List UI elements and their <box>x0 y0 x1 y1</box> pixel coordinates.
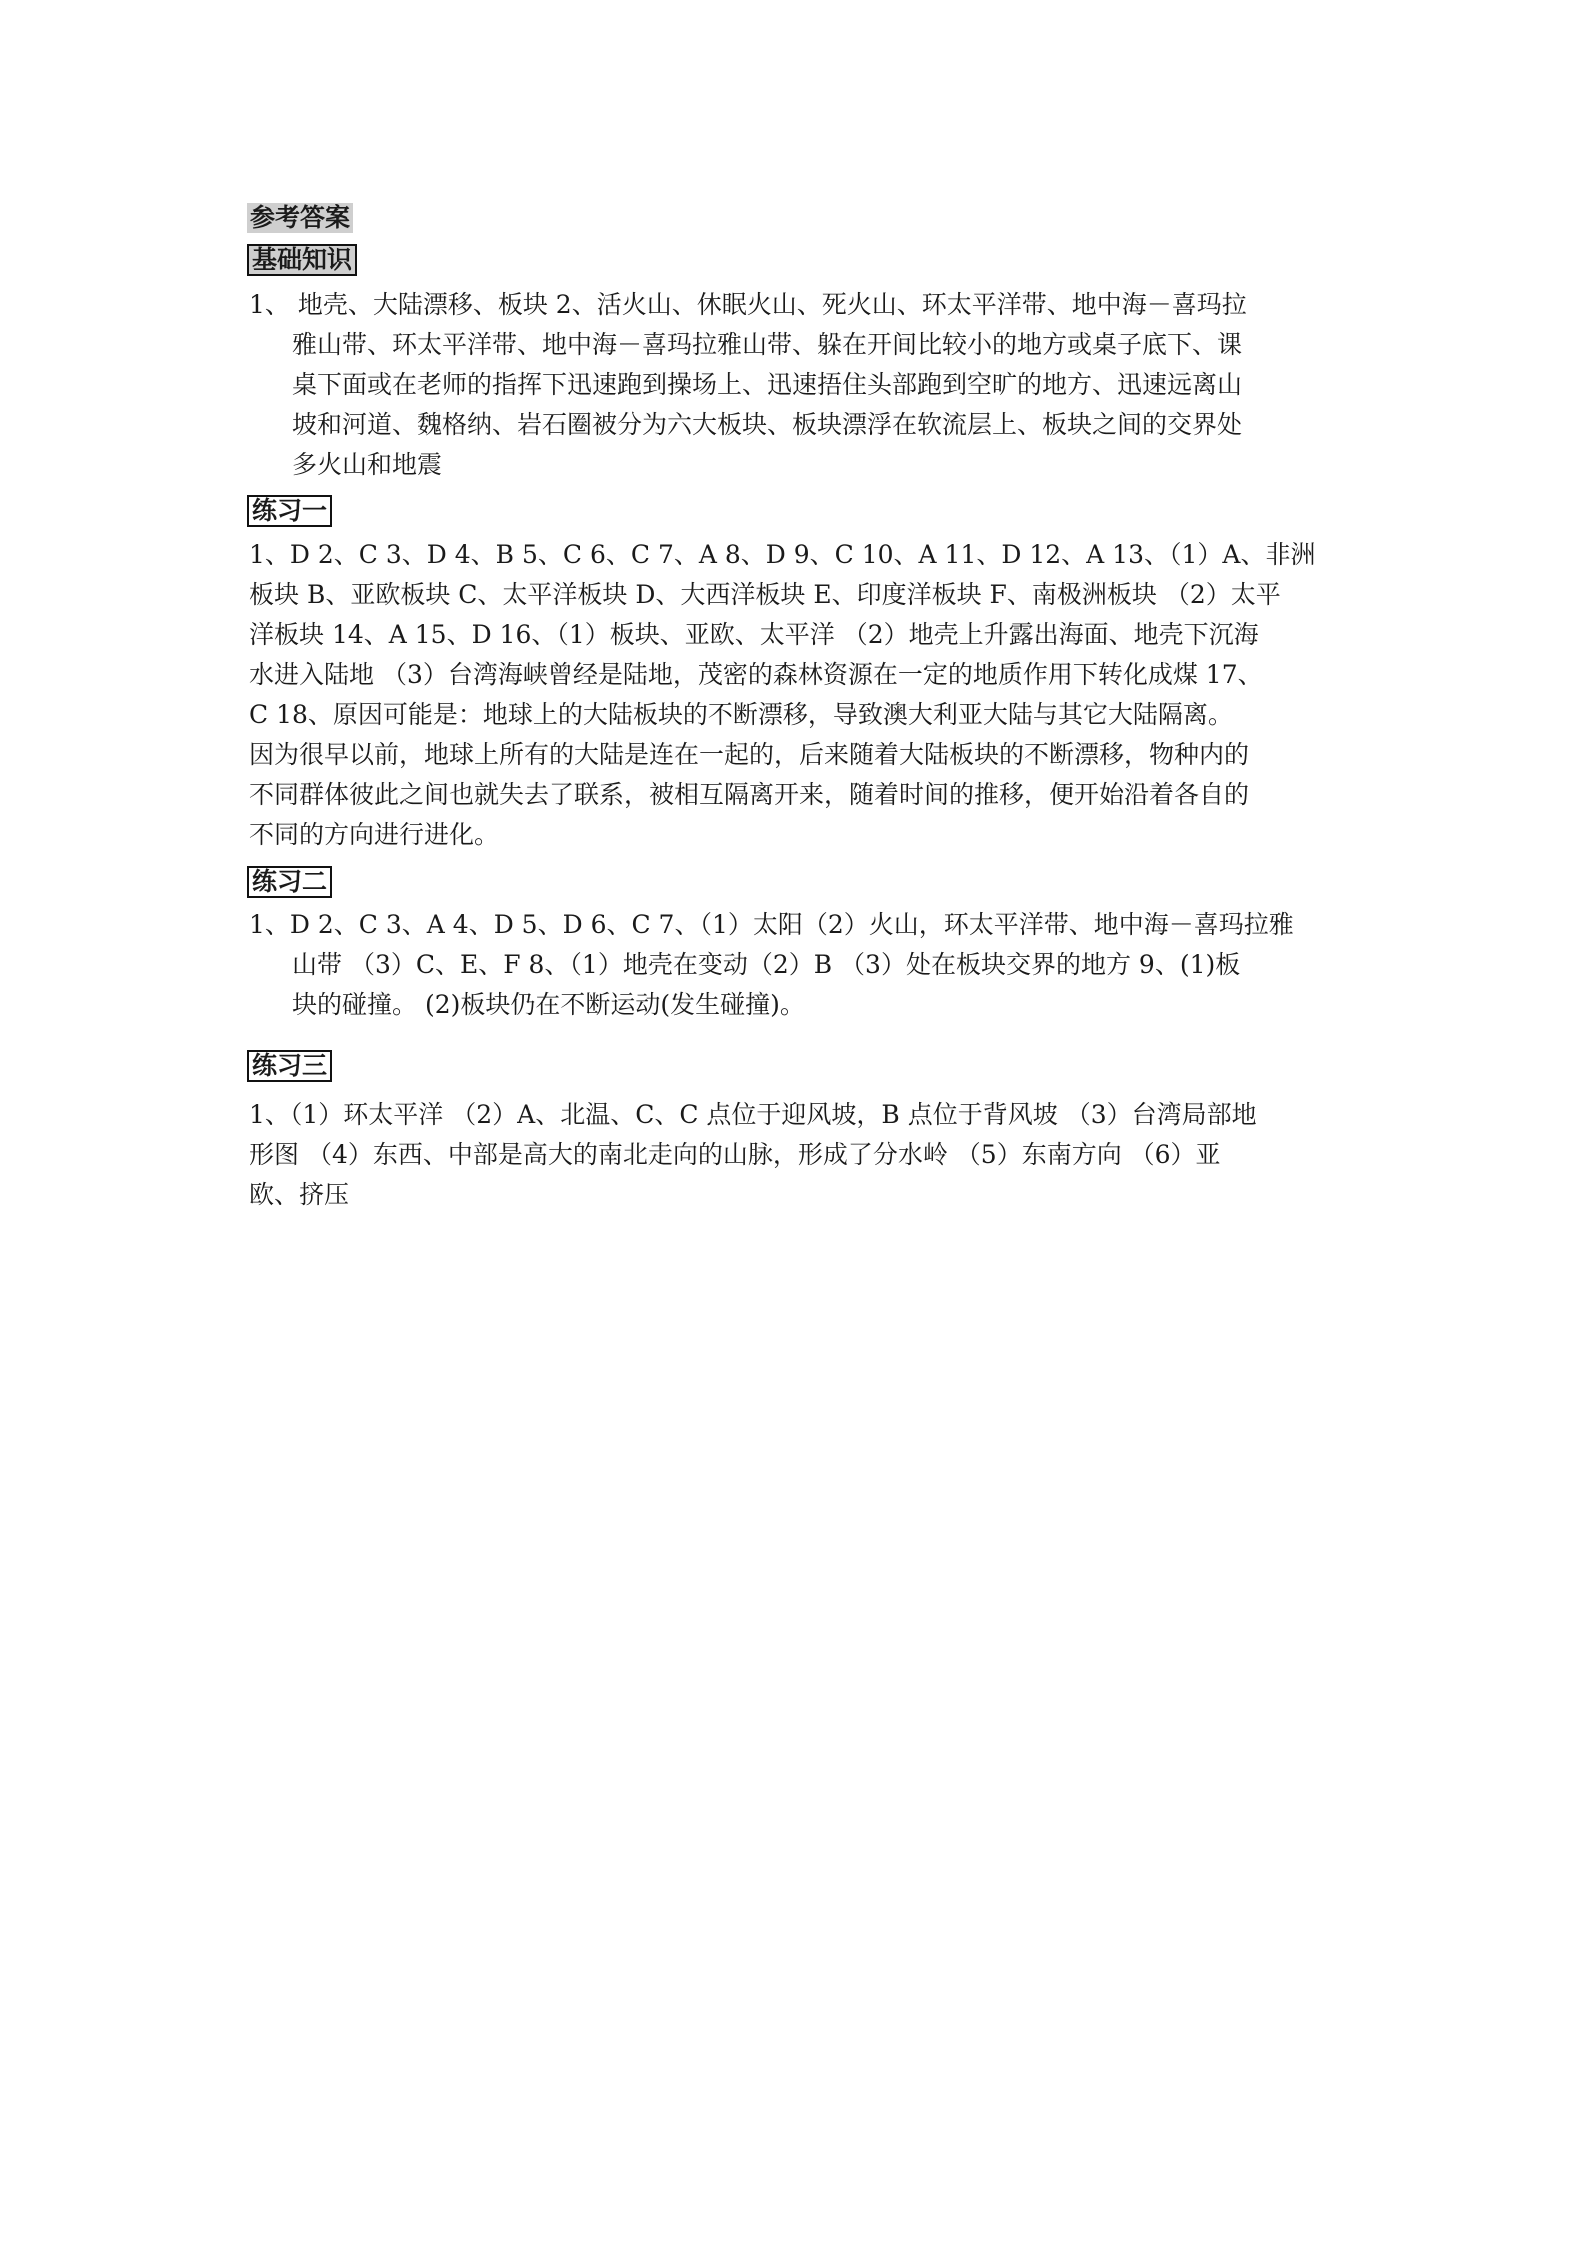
answer-line: 欧、挤压 <box>249 1180 350 1209</box>
answer-line: 不同的方向进行进化。 <box>249 820 500 849</box>
section-heading-exercise-3: 练习三 <box>247 1050 332 1082</box>
answer-line: 水进入陆地 （3）台湾海峡曾经是陆地，茂密的森林资源在一定的地质作用下转化成煤 17、 <box>249 660 1263 689</box>
answer-line: 1、D 2、C 3、D 4、B 5、C 6、C 7、A 8、D 9、C 10、A 11、D 12、A 13、（1）A、非洲 <box>249 540 1316 569</box>
section-heading-exercise-2: 练习二 <box>247 866 332 898</box>
answer-line: 雅山带、环太平洋带、地中海－喜玛拉雅山带、躲在开间比较小的地方或桌子底下、课 <box>292 330 1243 359</box>
section-heading-exercise-1: 练习一 <box>247 495 332 527</box>
answer-line: 块的碰撞。 (2)板块仍在不断运动(发生碰撞)。 <box>292 990 805 1019</box>
answer-line: 不同群体彼此之间也就失去了联系，被相互隔离开来，随着时间的推移，便开始沿着各自的 <box>249 780 1250 809</box>
answer-line: 桌下面或在老师的指挥下迅速跑到操场上、迅速捂住头部跑到空旷的地方、迅速远离山 <box>292 370 1243 399</box>
section-heading-basics: 基础知识 <box>247 244 357 276</box>
answer-line: 坡和河道、魏格纳、岩石圈被分为六大板块、板块漂浮在软流层上、板块之间的交界处 <box>292 410 1243 439</box>
answer-line: 形图 （4）东西、中部是高大的南北走向的山脉，形成了分水岭 （5）东南方向 （6）亚 <box>249 1140 1221 1169</box>
answer-line: 1、 地壳、大陆漂移、板块 2、活火山、休眠火山、死火山、环太平洋带、地中海－喜玛拉 <box>249 290 1247 319</box>
answer-line: 板块 B、亚欧板块 C、太平洋板块 D、大西洋板块 E、印度洋板块 F、南极洲板块 （2）太平 <box>249 580 1281 609</box>
answer-line: 山带 （3）C、E、F 8、（1）地壳在变动（2）B （3）处在板块交界的地方 9、(1)板 <box>292 950 1241 979</box>
answer-line: 多火山和地震 <box>292 450 443 479</box>
answer-line: 1、D 2、C 3、A 4、D 5、D 6、C 7、（1）太阳（2）火山，环太平洋带、地中海－喜玛拉雅 <box>249 910 1294 939</box>
answer-line: 因为很早以前，地球上所有的大陆是连在一起的，后来随着大陆板块的不断漂移，物种内的 <box>249 740 1250 769</box>
page-title: 参考答案 <box>247 203 353 233</box>
answer-line: C 18、原因可能是：地球上的大陆板块的不断漂移，导致澳大利亚大陆与其它大陆隔离。 <box>249 700 1233 729</box>
answer-line: 洋板块 14、A 15、D 16、（1）板块、亚欧、太平洋 （2）地壳上升露出海面、地壳下沉海 <box>249 620 1259 649</box>
answer-line: 1、（1）环太平洋 （2）A、北温、C、C 点位于迎风坡，B 点位于背风坡 （3）台湾局部地 <box>249 1100 1257 1129</box>
